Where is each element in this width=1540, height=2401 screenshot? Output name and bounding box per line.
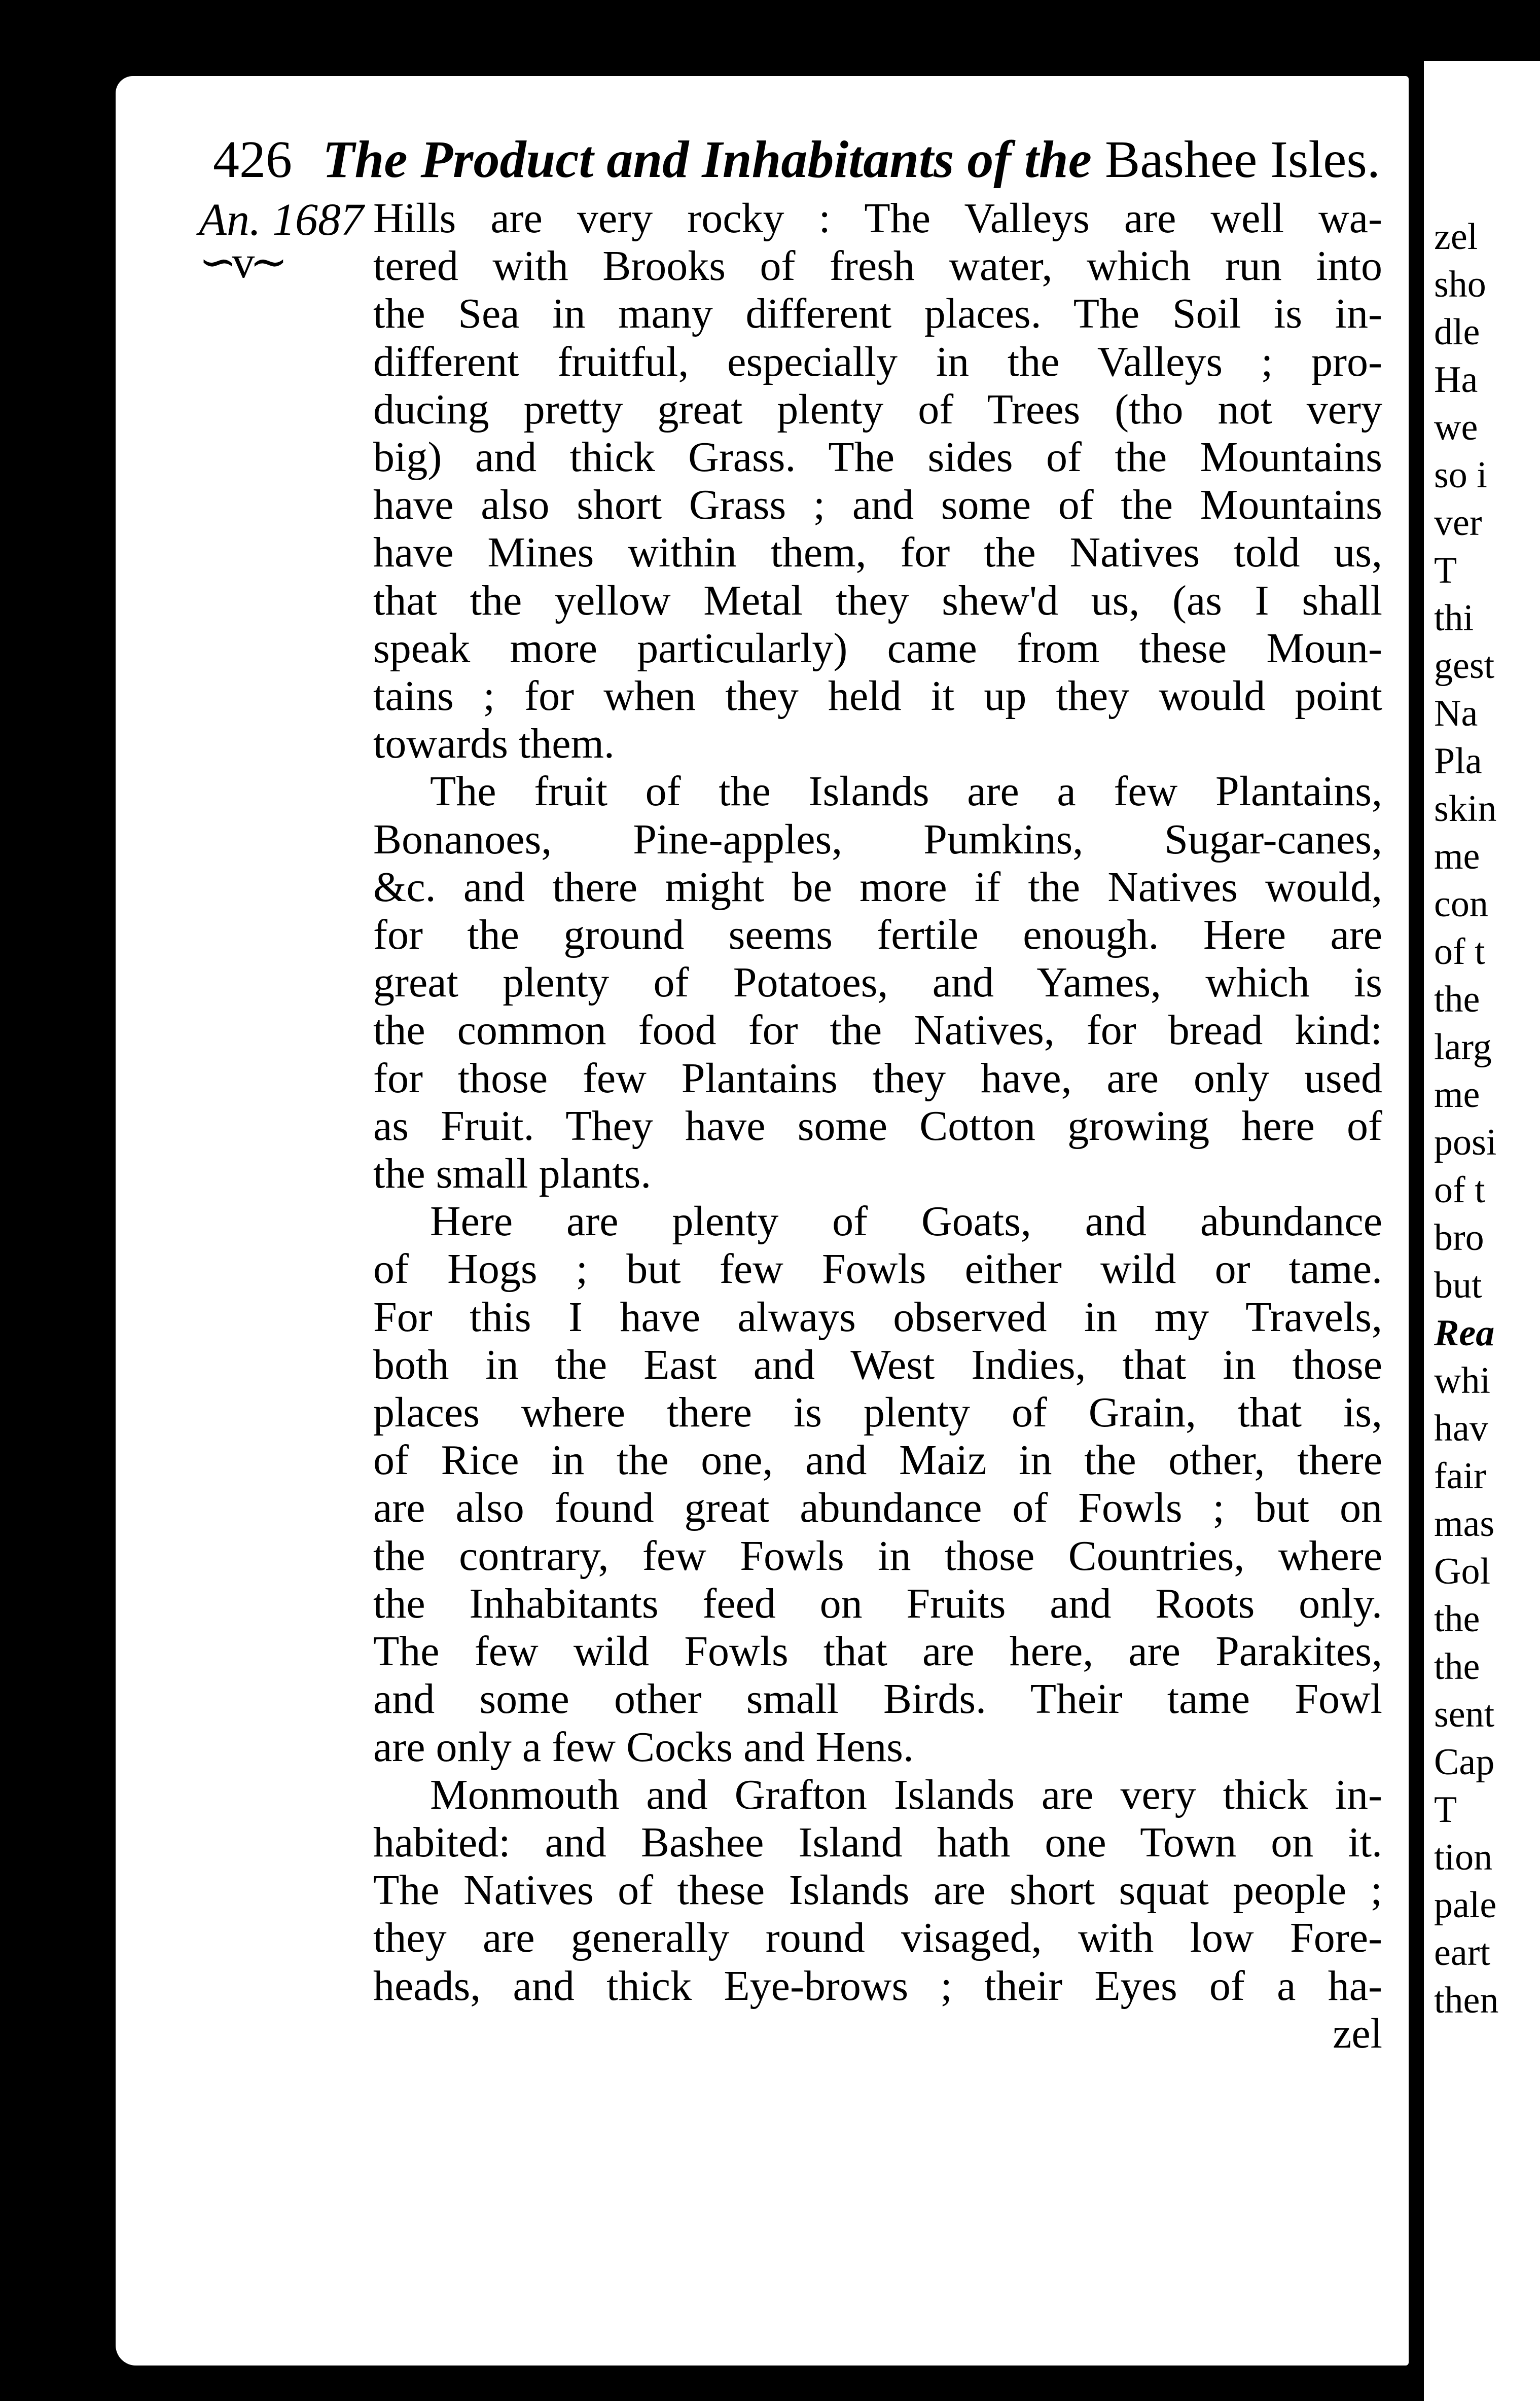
text-line: towards them. [373,720,615,768]
text-line: heads, and thick Eye-brows ; their Eyes of a ha- [373,1962,1382,2010]
facing-fragment: eart [1434,1932,1490,1974]
text-line: tered with Brooks of fresh water, which run into [373,242,1382,290]
facing-fragment: of t [1434,1169,1485,1211]
text-line: speak more particularly) came from these Moun- [373,624,1382,672]
facing-fragment: larg [1434,1026,1492,1068]
text-line: the Inhabitants feed on Fruits and Roots only. [373,1580,1382,1627]
facing-fragment: Cap [1434,1741,1495,1783]
text-line: are also found great abundance of Fowls ; but on [373,1484,1382,1532]
facing-fragment: dle [1434,311,1480,353]
facing-fragment: thi [1434,597,1474,639]
text-line: the small plants. [373,1150,652,1198]
facing-fragment: Ha [1434,359,1478,401]
facing-fragment: posi [1434,1122,1497,1163]
text-line: different fruitful, especially in the Valleys ; pro- [373,338,1382,385]
facing-fragment: zel [1434,216,1478,258]
facing-fragment: so i [1434,454,1487,496]
text-line: &c. and there might be more if the Natives would, [373,863,1382,911]
text-line: the Sea in many different places. The Soil is in- [373,290,1382,338]
facing-fragment: Gol [1434,1551,1490,1592]
facing-fragment: ver [1434,502,1482,544]
facing-fragment: me [1434,1074,1480,1116]
facing-fragment: we [1434,407,1478,448]
text-line: of Rice in the one, and Maiz in the other, there [373,1437,1382,1484]
facing-fragment: hav [1434,1408,1488,1449]
text-line: Hills are very rocky : The Valleys are well wa- [373,195,1382,242]
facing-fragment: T [1434,1789,1457,1831]
page-number: 426 [213,130,292,189]
text-line: that the yellow Metal they shew'd us, (as I shall [373,577,1382,624]
facing-fragment: tion [1434,1837,1493,1878]
facing-fragment: me [1434,836,1480,877]
facing-fragment: fair [1434,1455,1486,1497]
text-line: great plenty of Potatoes, and Yames, which is [373,959,1382,1007]
margin-ornament: ∽v∼ [199,237,283,288]
text-line: The fruit of the Islands are a few Plantains, [430,768,1382,815]
text-line: habited: and Bashee Island hath one Town on it. [373,1818,1382,1866]
text-line: The few wild Fowls that are here, are Parakites, [373,1628,1382,1675]
text-line: of Hogs ; but few Fowls either wild or tame. [373,1245,1382,1293]
facing-fragment: mas [1434,1503,1495,1545]
facing-fragment: con [1434,883,1488,925]
text-line: for those few Plantains they have, are only used [373,1054,1382,1102]
text-line: Monmouth and Grafton Islands are very thick in- [430,1771,1382,1818]
facing-fragment: T [1434,550,1457,591]
facing-fragment: sho [1434,264,1486,305]
text-line: the common food for the Natives, for bread kind: [373,1007,1382,1054]
text-line: places where there is plenty of Grain, that is, [373,1389,1382,1437]
facing-fragment: pale [1434,1884,1497,1926]
text-line: tains ; for when they held it up they would point [373,672,1382,720]
text-line: are only a few Cocks and Hens. [373,1723,914,1771]
text-line: have also short Grass ; and some of the Mountains [373,481,1382,529]
text-line: have Mines within them, for the Natives told us, [373,529,1382,577]
margin-year-note: An. 1687 [199,195,364,245]
text-line: ducing pretty great plenty of Trees (tho not very [373,385,1382,433]
facing-page-strip [1424,61,1540,2401]
facing-fragment: then [1434,1980,1499,2021]
facing-fragment: whi [1434,1360,1490,1402]
facing-fragment: of t [1434,931,1485,973]
text-line: and some other small Birds. Their tame Fowl [373,1675,1382,1723]
text-line: Here are plenty of Goats, and abundance [430,1198,1382,1245]
running-header [213,122,1379,198]
text-line: they are generally round visaged, with low Fore- [373,1914,1382,1962]
text-line: zel [1333,2010,1382,2057]
facing-fragment: Rea [1434,1312,1495,1354]
body-text [373,195,1382,2058]
facing-fragment: bro [1434,1217,1484,1259]
text-line: For this I have always observed in my Travels, [373,1293,1382,1341]
facing-fragment: the [1434,1598,1480,1640]
text-line: The Natives of these Islands are short squat people ; [373,1867,1382,1914]
text-line: both in the East and West Indies, that in those [373,1341,1382,1388]
header-title: The Product and Inhabitants of the [323,130,1092,189]
text-line: the contrary, few Fowls in those Countries, where [373,1532,1382,1580]
facing-fragment: gest [1434,645,1495,687]
facing-fragment: the [1434,979,1480,1020]
text-line: Bonanoes, Pine-apples, Pumkins, Sugar-canes, [373,815,1382,863]
facing-fragment: Na [1434,693,1478,734]
header-place: Bashee Isles. [1104,130,1380,189]
facing-fragment: skin [1434,788,1497,830]
facing-fragment: Pla [1434,740,1482,782]
text-line: as Fruit. They have some Cotton growing here of [373,1102,1382,1150]
facing-fragment: sent [1434,1694,1495,1735]
text-line: for the ground seems fertile enough. Here are [373,911,1382,959]
facing-fragment: the [1434,1646,1480,1688]
facing-fragment: but [1434,1265,1482,1306]
text-line: big) and thick Grass. The sides of the Mountains [373,434,1382,481]
